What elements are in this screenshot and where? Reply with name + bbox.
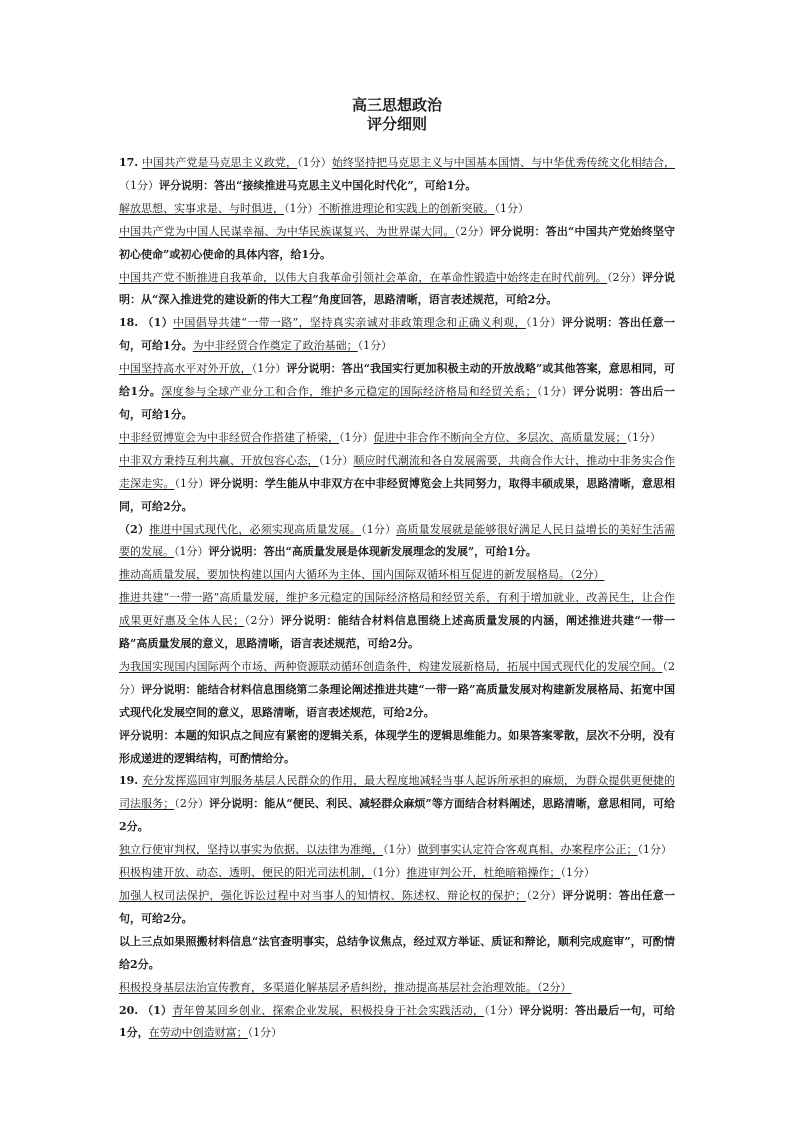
rule-paragraph	[119, 770, 675, 839]
answer-point: 中国倡导共建“一带一路”，坚持真实亲诚对非政策理念和正确义利观，	[173, 316, 526, 330]
answer-point: 推进共建“一带一路”高质量发展，维护多元稳定的国际经济格局和经贸关系，有利于增加就业、改善民生，让合作成果更好惠及全体人民；	[119, 591, 675, 628]
rule-paragraph	[119, 519, 675, 565]
answer-point: 做到事实认定符合客观真相、办案程序公正；	[417, 843, 638, 857]
point-value: （1分）	[318, 453, 354, 467]
scoring-note: 以上三点如果照搬材料信息“法官查明事实，总结争议焦点，经过双方举证、质证和辩论，顺利完成庭审”，可酌情给2分。	[119, 934, 675, 971]
rule-paragraph	[119, 862, 675, 885]
rule-paragraph	[119, 1000, 675, 1046]
rule-paragraph	[119, 587, 675, 656]
point-value: （1分）	[626, 430, 661, 444]
point-value: （1分）	[247, 1026, 283, 1040]
scoring-note: 评分说明：本题的知识点之间应有紧密的逻辑关系，体现学生的逻辑思维能力。如果答案零散，层次不分明，没有形成递进的逻辑结构，可酌情给分。	[119, 728, 675, 765]
answer-point: 中非经贸博览会为中非经贸合作搭建了桥梁，	[119, 430, 339, 444]
answer-point: 积极构建开放、动态、透明、便民的阳光司法机制，	[119, 866, 372, 880]
rule-paragraph	[119, 656, 675, 725]
point-value: （1分）	[297, 156, 332, 169]
answer-point: 青年曾某回乡创业、探索企业发展，积极投身于社会实践活动，	[172, 1003, 485, 1017]
scoring-note: 18. （1）	[119, 316, 174, 330]
point-value: （1分）	[484, 1003, 520, 1017]
point-value: （1分）	[637, 843, 672, 857]
answer-point: 中国共产党是马克思主义政党，	[142, 156, 298, 169]
rule-paragraph	[119, 267, 675, 313]
answer-point: 中国坚持高水平对外开放，	[119, 362, 252, 376]
answer-point: 中非双方秉持互利共赢、开放包容心态，	[119, 453, 319, 467]
answer-point: 中国共产党不断推进自我革命，以伟大自我革命引领社会革命，在革命性锻造中始终走在时代前列。	[119, 270, 607, 284]
point-value: （2分）	[244, 614, 281, 628]
page-subtitle: 评分细则	[366, 115, 427, 133]
scoring-note: 评分说明：能结合材料信息围绕上述高质量发展的内涵，阐述推进共建“一带一路”高质量发展的意义，思路清晰，语言表述规范，可给2分。	[119, 614, 676, 651]
answer-point: 推动高质量发展，要加快构建以国内大循环为主体、国内国际双循环相互促进的新发展格局。（2分）	[119, 568, 605, 582]
point-value: （2分）	[454, 224, 490, 238]
scoring-note: 评分说明：答出后一句，可给1分。	[119, 385, 676, 421]
answer-point: 在劳动中创造财富；	[148, 1026, 248, 1040]
rule-paragraph	[119, 427, 675, 450]
rule-paragraph	[119, 725, 675, 771]
answer-point: 高质量发展就是能够很好满足人民日益增长的美好生活需要的发展。	[119, 522, 676, 559]
point-value: （1分）	[251, 362, 287, 376]
answer-point: 加强人权司法保护，强化诉讼过程中对当事人的知情权、陈述权、辩论权的保护；	[119, 889, 527, 902]
point-value: （1分）	[284, 201, 319, 215]
scoring-note: 评分说明：能结合材料信息围绕第二条理论阐述推进共建“一带一路”高质量发展对构建新发展格局、拓宽中国式现代化发展空间的意义，思路清晰，语言表述规范，可给2分。	[119, 682, 676, 719]
scoring-note: 评分说明：答出“高质量发展是体现新发展理念的发展”，可给1分。	[208, 545, 537, 559]
rule-paragraph	[119, 564, 675, 587]
scoring-note: 评分说明：答出任意一句，可给2分。	[119, 889, 676, 925]
point-value: （2分）	[119, 659, 675, 696]
point-value: （1分）	[357, 339, 393, 353]
point-value: （1分）	[536, 385, 573, 399]
answer-point: 不断推进理论和实践上的创新突破。	[318, 201, 495, 215]
rule-paragraph	[119, 312, 675, 358]
rule-paragraph	[119, 152, 675, 198]
scoring-note: 评分说明：答出“接续推进马克思主义中国化时代化”，可给1分。	[159, 178, 477, 192]
rule-paragraph	[119, 839, 675, 862]
scoring-note: 19.	[119, 774, 143, 788]
answer-point: 深度参与全球产业分工和合作，维护多元稳定的国际经济格局和经贸关系；	[161, 385, 537, 399]
answer-point: 解放思想、实事求是、与时俱进，	[119, 201, 284, 215]
answer-point: 独立行使审判权，坚持以事实为依据、以法律为准绳，	[119, 843, 383, 857]
scoring-note: （2）	[119, 522, 150, 536]
rule-paragraph	[119, 198, 675, 221]
scoring-note: 评分说明：从“深入推进党的建设新的伟大工程”角度回答，思路清晰，语言表述规范，可给2分。	[119, 270, 676, 307]
scoring-note: 评分说明：能从“便民、利民、减轻群众麻烦”等方面结合材料阐述，思路清晰，意思相同，可给2分。	[119, 797, 676, 834]
point-value: （1分）	[119, 178, 159, 192]
point-value: （2分）	[606, 270, 642, 284]
answer-point: 积极投身基层法治宣传教育，多渠道化解基层矛盾纠纷，推动提高基层社会治理效能。（2分）	[119, 980, 572, 994]
rule-paragraph	[119, 221, 675, 267]
page-title: 高三思想政治	[351, 96, 442, 114]
rule-paragraph	[119, 450, 675, 519]
point-value: （1分）	[174, 476, 210, 490]
scoring-note: 17.	[119, 156, 143, 169]
answer-point: 促进中非合作不断向全方位、多层次、高质量发展；	[373, 430, 627, 444]
scoring-note: 20. （1）	[119, 1003, 173, 1017]
point-value: （1分）	[560, 866, 595, 880]
answer-point: 推进审判公开，杜绝暗箱操作；	[406, 866, 561, 880]
rule-paragraph	[119, 931, 675, 977]
scoring-note: 评分说明：答出“我国实行更加积极主动的开放战略”或其他答案，意思相同，可给1分。	[119, 362, 676, 399]
answer-point: 为中非经贸合作奠定了政治基础；	[192, 339, 358, 353]
point-value: （1分）	[383, 843, 418, 857]
answer-point: 为我国实现国内国际两个市场、两种资源联动循环创造条件，构建发展新格局，拓展中国式现代化的发展空间。	[119, 659, 663, 673]
answer-point: 中国共产党为中国人民谋幸福、为中华民族谋复兴、为世界谋大同。	[119, 224, 455, 238]
scoring-note: 评分说明：答出最后一句，可给1分，	[119, 1003, 676, 1040]
point-value: （1分）	[174, 545, 209, 559]
point-value: （1分）	[339, 430, 374, 444]
scoring-note: 评分说明：学生能从中非双方在中非经贸博览会上共同努力，取得丰硕成果，思路清晰，意思相同，可给2分。	[119, 476, 675, 513]
answer-point: 充分发挥巡回审判服务基层人民群众的作用，最大程度地减轻当事人起诉所承担的麻烦，为群众提供更便捷的司法服务；	[119, 774, 676, 811]
point-value: （2分）	[174, 797, 210, 811]
point-value: （1分）	[372, 866, 407, 880]
scoring-note: 评分说明：答出任意一句，可给1分。	[119, 316, 676, 353]
scoring-rules-body	[119, 152, 675, 1045]
point-value: （1分）	[361, 522, 397, 536]
answer-point: 始终坚持把马克思主义与中国基本国情、与中华优秀传统文化相结合，	[331, 156, 676, 169]
scoring-note: 评分说明：答出“中国共产党始终坚守初心使命”或初心使命的具体内容，给1分。	[119, 224, 676, 261]
answer-point: 顺应时代潮流和各自发展需要，共商合作大计，推动中非务实合作走深走实。	[119, 453, 676, 490]
answer-point: 推进中国式现代化，必须实现高质量发展。	[149, 522, 362, 536]
rule-paragraph	[119, 977, 675, 1000]
point-value: （2分）	[526, 889, 563, 902]
point-value: （1分）	[525, 316, 562, 330]
rule-paragraph	[119, 885, 675, 931]
point-value: （1分）	[494, 201, 529, 215]
document-page	[119, 96, 675, 1045]
rule-paragraph	[119, 358, 675, 427]
